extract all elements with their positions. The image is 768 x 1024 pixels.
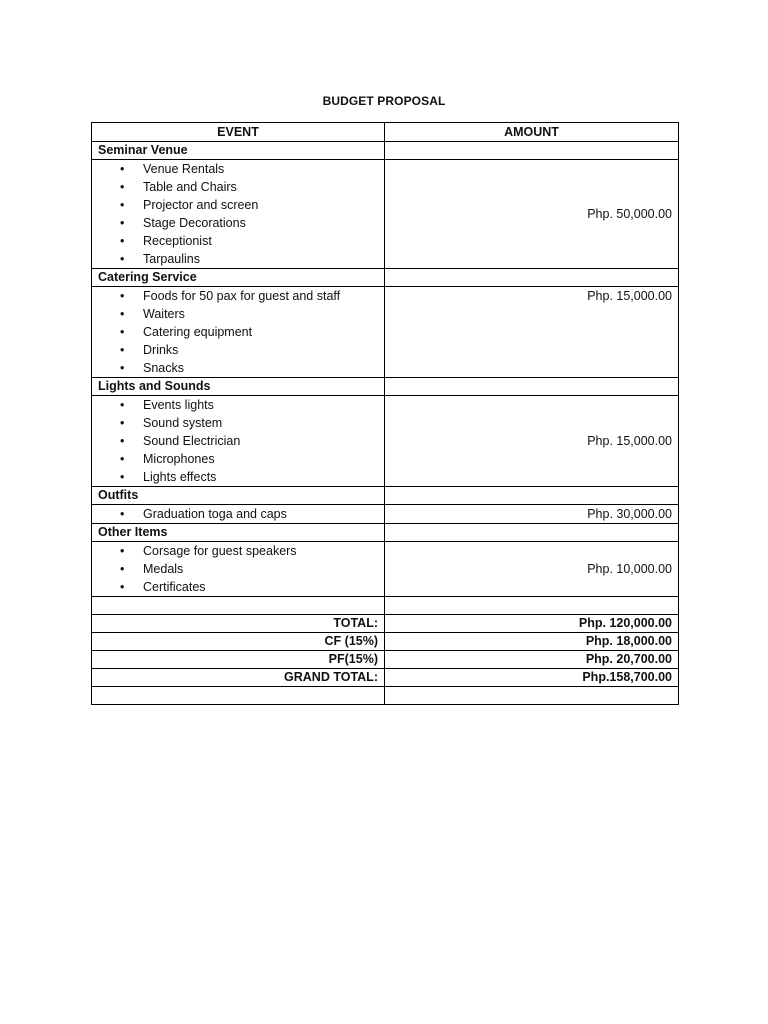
summary-row-total (92, 615, 679, 633)
list-item (98, 468, 378, 486)
item-label: Snacks (143, 361, 184, 375)
list-item (98, 196, 378, 214)
category-amount: Php. 15,000.00 (587, 434, 672, 448)
category-name: Seminar Venue (92, 142, 385, 160)
list-item (98, 542, 378, 560)
category-row-lights-and-sounds (92, 378, 679, 396)
list-item (98, 305, 378, 323)
list-item (98, 414, 378, 432)
list-item (98, 578, 378, 596)
summary-value: Php. 18,000.00 (385, 633, 679, 651)
items-row-outfits (92, 505, 679, 524)
summary-value: Php. 120,000.00 (385, 615, 679, 633)
list-item (98, 232, 378, 250)
item-list (98, 505, 378, 523)
item-label: Graduation toga and caps (143, 507, 287, 521)
items-cell (92, 505, 385, 524)
item-list (98, 287, 378, 377)
bullet-icon: • (120, 434, 125, 448)
item-label: Corsage for guest speakers (143, 544, 297, 558)
empty-cell (92, 687, 385, 705)
blank-row-bottom (92, 687, 679, 705)
bullet-icon: • (120, 198, 125, 212)
bullet-icon: • (120, 562, 125, 576)
list-item (98, 450, 378, 468)
item-label: Stage Decorations (143, 216, 246, 230)
category-amount: Php. 10,000.00 (587, 562, 672, 576)
summary-value: Php.158,700.00 (385, 669, 679, 687)
items-row-lights-and-sounds (92, 396, 679, 487)
bullet-icon: • (120, 580, 125, 594)
bullet-icon: • (120, 180, 125, 194)
blank-row-top (92, 597, 679, 615)
list-item (98, 323, 378, 341)
list-item (98, 160, 378, 178)
bullet-icon: • (120, 452, 125, 466)
item-label: Foods for 50 pax for guest and staff (143, 289, 341, 303)
bullet-icon: • (120, 544, 125, 558)
category-amount-blank (385, 524, 679, 542)
item-label: Events lights (143, 398, 214, 412)
category-row-seminar-venue (92, 142, 679, 160)
bullet-icon: • (120, 307, 125, 321)
item-label: Catering equipment (143, 325, 253, 339)
bullet-icon: • (120, 325, 125, 339)
category-amount: Php. 15,000.00 (587, 289, 672, 303)
list-item (98, 505, 378, 523)
amount-column-header: AMOUNT (385, 123, 679, 142)
budget-table-body (92, 142, 679, 705)
category-row-outfits (92, 487, 679, 505)
amount-cell (385, 287, 679, 378)
list-item (98, 178, 378, 196)
document-title: BUDGET PROPOSAL (322, 94, 446, 108)
category-amount: Php. 30,000.00 (587, 507, 672, 521)
empty-cell (385, 597, 679, 615)
bullet-icon: • (120, 361, 125, 375)
item-list (98, 542, 378, 596)
event-column-header: EVENT (92, 123, 385, 142)
bullet-icon: • (120, 416, 125, 430)
list-item (98, 287, 378, 305)
bullet-icon: • (120, 234, 125, 248)
budget-table (91, 122, 679, 705)
amount-cell (385, 542, 679, 597)
summary-row-grand-total (92, 669, 679, 687)
item-label: Drinks (143, 343, 179, 357)
category-row-other-items (92, 524, 679, 542)
list-item (98, 560, 378, 578)
item-label: Medals (143, 562, 184, 576)
items-cell (92, 287, 385, 378)
item-label: Table and Chairs (143, 180, 237, 194)
category-name: Outfits (92, 487, 385, 505)
item-label: Certificates (143, 580, 206, 594)
bullet-icon: • (120, 162, 125, 176)
item-label: Projector and screen (143, 198, 259, 212)
summary-label: PF(15%) (92, 651, 385, 669)
item-label: Receptionist (143, 234, 212, 248)
item-label: Sound system (143, 416, 223, 430)
items-cell (92, 160, 385, 269)
items-cell (92, 396, 385, 487)
item-label: Venue Rentals (143, 162, 225, 176)
summary-row-cf-15 (92, 633, 679, 651)
bullet-icon: • (120, 470, 125, 484)
category-name: Other Items (92, 524, 385, 542)
summary-label: GRAND TOTAL: (92, 669, 385, 687)
category-name: Lights and Sounds (92, 378, 385, 396)
amount-cell (385, 505, 679, 524)
category-amount-blank (385, 269, 679, 287)
item-label: Sound Electrician (143, 434, 241, 448)
category-amount-blank (385, 142, 679, 160)
bullet-icon: • (120, 289, 125, 303)
list-item (98, 214, 378, 232)
items-row-other-items (92, 542, 679, 597)
category-amount-blank (385, 378, 679, 396)
items-cell (92, 542, 385, 597)
item-list (98, 160, 378, 268)
bullet-icon: • (120, 252, 125, 266)
item-label: Waiters (143, 307, 185, 321)
item-label: Lights effects (143, 470, 217, 484)
items-row-catering-service (92, 287, 679, 378)
bullet-icon: • (120, 398, 125, 412)
bullet-icon: • (120, 507, 125, 521)
item-list (98, 396, 378, 486)
summary-label: CF (15%) (92, 633, 385, 651)
summary-row-pf-15 (92, 651, 679, 669)
amount-cell (385, 396, 679, 487)
list-item (98, 341, 378, 359)
category-name: Catering Service (92, 269, 385, 287)
list-item (98, 396, 378, 414)
empty-cell (92, 597, 385, 615)
list-item (98, 432, 378, 450)
table-header-row (92, 123, 679, 142)
amount-cell (385, 160, 679, 269)
category-amount: Php. 50,000.00 (587, 207, 672, 221)
item-label: Tarpaulins (143, 252, 200, 266)
summary-value: Php. 20,700.00 (385, 651, 679, 669)
empty-cell (385, 687, 679, 705)
bullet-icon: • (120, 216, 125, 230)
items-row-seminar-venue (92, 160, 679, 269)
bullet-icon: • (120, 343, 125, 357)
list-item (98, 359, 378, 377)
item-label: Microphones (143, 452, 215, 466)
category-amount-blank (385, 487, 679, 505)
category-row-catering-service (92, 269, 679, 287)
summary-label: TOTAL: (92, 615, 385, 633)
list-item (98, 250, 378, 268)
